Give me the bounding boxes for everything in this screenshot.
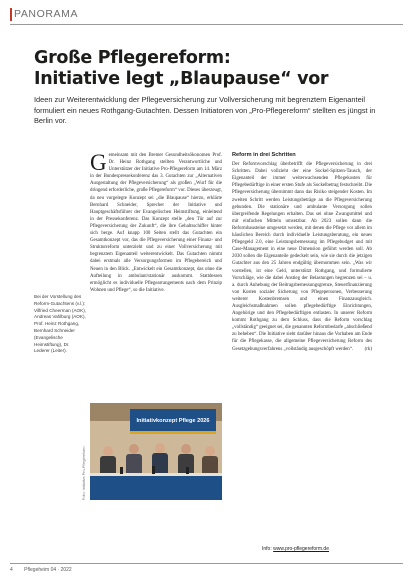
section-accent-bar [10,8,12,21]
column-2-text: Der Reformvorschlag überbetrifft die Pflegeversicherung in drei Schritten. Dabei vollzieht der eine Sockel-Spitzen-Tausch, der Eigenanteil der immer weiterwachsenden Pflegekosten für Pflegebedürftige in einer ersten Stufe als Sockelbetrag festschreibt. Die Pflegeversicherung übernimmt dann das Risiko steigender Kosten. Im zweiten Schritt werden Leistungsbeträge an die Pflegeversicherung gebunden. Die stationäre und ambulante Versorgung sollen übergreifende Regelungen erhalten. Das sei ohne Zwangsmittel und mit einfachen Mitteln umsetzbar. Ab 2023 sollen dann die Reformbausteine umgesetzt werden, mit denen die Pflege vor allem im häuslichen Bereich durch individuelle Leistungsberatung, ein neues Pflegegeld 2.0, eine Leistungsbemessung im Pflegebudget und mit Case-Management in eine neue Dimension geführt werden soll. Ab 2030 sollen die Eigenanteile gedeckelt sein, wie sie durch die jetzigen Gutachter aus den 25 Jahren endgültig übernommen sein. „Was wir vorstellen, ist eine Geld, unterstützt Rothgang, und formulierte Vorschläge, wie die dabei Anstieg der Belastungen begrenzen sei – u. a. durch Anhebung der Beitragsbemessungsgrenze, Steuerfinanzierung von Kosten sozialer Sicherung von Pflegepersonen, Verbesserung weiterer Kostenbremsen und einen Finanzausgleich. Ausgleichsmaßnahmen sollen pflegebedürftige Einrichtungen, Angehörige und den Pflegebedürftigen entlasten. In unserer Reform kommt Rothgang zu dem Schluss, dass die Reform vorschlag „vollständig“ geeignet sei, die genannten Reformbedarfe „abschließend zu beheben“. Die Initiative sieht darüber hinaus die Vorhaben am Ende für die Pflegekasse, die allgemeine Pflegeversicherung Reform des Gesetzgebungsverfahrens „vollständig ausgeschöpft werden“. [232,162,373,352]
press-conference-photo [90,403,222,500]
photo-caption: Bei der Vorstellung des Reform-Gutachtens (v.l.): Vilfried Cheerman (AOK), Andreas Vahlburg (AOK), Prof. Heinz Rothgang, Bernhard Schneider (Evangelische Heimstiftung), Dr. Lederer (Leiter). [34,294,86,354]
drop-cap: G [90,150,107,175]
article-column-2 [232,152,372,353]
website-link[interactable]: www.pro-pflegereform.de [273,546,329,552]
page-number: 4 [10,567,13,573]
headline-line-1: Große Pflegereform: [34,48,231,68]
banner-text: Initiativkonzept Pflege 2026 [136,418,210,424]
column-1-text: emeinsam mit den Bremer Gesundheitsökonomen Prof. Dr. Heinz Rothgang stellten Verantwortliche und Unterstützer der Initiative Pro-Pflegereform am 14. März in der Bundespressekonferenz das 3. Gutachten zur „Alternativen Ausgestaltung der Pflegeversicherung“ als großen „Wurf für die dringend erforderliche, große Pflegereform“ vor. Dieses überzeugt, da neu vorgelegte Konzept sei „die Blaupause“ hierzu, erklärte Bernhard Schneider, Sprecher der Initiative und Hauptgeschäftsführer der Evangelischen Heimstiftung, einleitend in der Pressekonferenz. Das Konzept stelle „den Tür auf zur Pflegeversicherung der Zukunft“, die ihre Gehaltsschiffer hinter sich berge. Auf knapp 100 Seiten stellt das Gutachten ein Gesamtkonzept vor, das die Pflegeversicherung einer Finanz- und Strukturreform unterzieht und zu einer Vollversicherung mit begrenztem Eigenanteil weiterentwickelt. Das Gutachten nimmt dabei erstmals alle Versorgungsformen im Pflegebereich und Neuen in den Blick. „Entwickelt ein Gesamtkonzept, das ohne die Aufteilung in ambulant/stationär auskommt. Stattdessen ermöglicht es individuelle Pflegearrangements nach dem Prinzip Wohnen und Pflege“, so die Initiative. [90,153,222,293]
info-label: Info: [262,546,272,552]
page-footer [10,567,82,573]
subheading: Reform in drei Schritten [232,152,296,158]
issue-label: Pflegeheim 04 · 2022 [24,567,72,573]
header-divider [10,24,403,25]
section-label: PANORAMA [14,8,79,20]
headline-line-2: Initiative legt „Blaupause“ vor [34,69,329,89]
info-link-line [262,546,329,552]
photo-credit: Foto: Initiative Pro-Pflegereform [82,446,86,500]
article-headline [34,48,394,90]
footer-divider [10,563,403,564]
author-sign: (rk) [364,346,372,352]
press-conference-illustration [90,403,222,500]
article-lead: Ideen zur Weiterentwicklung der Pflegeversicherung zur Vollversicherung mit begrenztem Eigenanteil formuliert ein neues Rothgang-Gutachten. Dessen Initiatoren von „Pro-Pflegereform“ stellten es jüngst in Berlin vor. [34,95,376,126]
article-column-1 [90,152,222,294]
